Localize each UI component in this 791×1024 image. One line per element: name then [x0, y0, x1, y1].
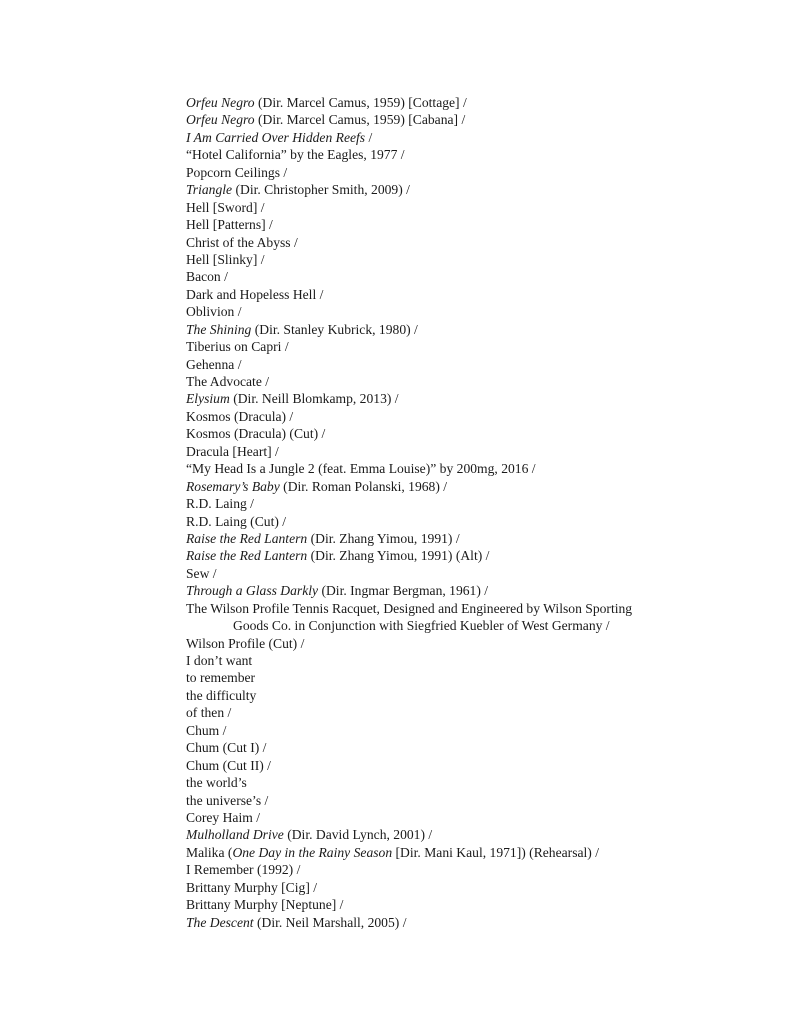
entry-text: (Dir. Christopher Smith, 2009) / — [232, 182, 410, 198]
list-item — [186, 844, 746, 861]
entry-text: Wilson Profile (Cut) / — [186, 635, 305, 651]
list-item — [186, 565, 746, 582]
entry-text: “My Head Is a Jungle 2 (feat. Emma Louise)” by 200mg, 2016 / — [186, 461, 536, 477]
entry-text: Hell [Sword] / — [186, 199, 265, 215]
list-item — [186, 635, 746, 652]
list-item — [186, 425, 746, 442]
entry-text: Corey Haim / — [186, 809, 260, 825]
entry-text: Tiberius on Capri / — [186, 339, 289, 355]
list-item — [186, 199, 746, 216]
italic-title: The Shining — [186, 321, 252, 337]
list-item — [186, 216, 746, 233]
entry-text: Malika ( — [186, 844, 233, 860]
list-item — [186, 513, 746, 530]
entry-text: Dracula [Heart] / — [186, 443, 279, 459]
list-item — [186, 914, 746, 931]
list-item — [186, 478, 746, 495]
entry-text: Oblivion / — [186, 304, 242, 320]
list-item — [186, 94, 746, 111]
entry-text: (Dir. Marcel Camus, 1959) [Cabana] / — [254, 112, 466, 128]
italic-title: Triangle — [186, 182, 233, 198]
list-item — [186, 809, 746, 826]
list-item — [186, 234, 746, 251]
italic-title: Mulholland Drive — [186, 827, 284, 843]
list-item — [186, 356, 746, 373]
entry-text: Chum (Cut II) / — [186, 757, 271, 773]
entry-text: Hell [Slinky] / — [186, 251, 265, 267]
entry-text: Kosmos (Dracula) / — [186, 408, 294, 424]
italic-title: I Am Carried Over Hidden Reefs — [186, 129, 366, 145]
italic-title: Raise the Red Lantern — [186, 530, 308, 546]
list-item — [186, 896, 746, 913]
entry-text: Christ of the Abyss / — [186, 234, 298, 250]
list-item — [186, 530, 746, 547]
list-item — [186, 739, 746, 756]
entry-text: (Dir. Roman Polanski, 1968) / — [279, 478, 448, 494]
list-item — [186, 181, 746, 198]
list-item — [186, 704, 746, 721]
list-item — [186, 443, 746, 460]
italic-title: The Descent — [186, 914, 254, 930]
list-item — [186, 286, 746, 303]
entry-list — [186, 94, 746, 931]
list-item — [186, 600, 746, 635]
entry-text: The Wilson Profile Tennis Racquet, Designed and Engineered by Wilson Sporting — [186, 600, 633, 616]
entry-text: (Dir. Marcel Camus, 1959) [Cottage] / — [254, 95, 467, 110]
italic-title: One Day in the Rainy Season — [232, 844, 393, 860]
entry-text: Hell [Patterns] / — [186, 217, 273, 233]
italic-title: Through a Glass Darkly — [186, 583, 319, 599]
entry-text: I don’t want — [186, 653, 253, 669]
entry-continuation: Goods Co. in Conjunction with Siegfried Kuebler of West Germany / — [233, 618, 610, 634]
list-item — [186, 774, 746, 791]
entry-text: Kosmos (Dracula) (Cut) / — [186, 426, 326, 442]
entry-text: the world’s — [186, 775, 247, 791]
entry-text: (Dir. Ingmar Bergman, 1961) / — [318, 583, 489, 599]
italic-title: Raise the Red Lantern — [186, 548, 308, 564]
entry-text: (Dir. Zhang Yimou, 1991) (Alt) / — [307, 548, 490, 564]
list-item — [186, 129, 746, 146]
list-item — [186, 460, 746, 477]
entry-text: Bacon / — [186, 269, 228, 285]
list-item — [186, 547, 746, 564]
list-item — [186, 582, 746, 599]
entry-text: of then / — [186, 705, 232, 721]
list-item — [186, 652, 746, 669]
entry-text: Sew / — [186, 565, 217, 581]
list-item — [186, 861, 746, 878]
list-item — [186, 669, 746, 686]
entry-text: (Dir. Stanley Kubrick, 1980) / — [251, 321, 418, 337]
entry-text: Brittany Murphy [Neptune] / — [186, 897, 344, 913]
italic-title: Elysium — [186, 391, 230, 407]
list-item — [186, 495, 746, 512]
entry-text: (Dir. Zhang Yimou, 1991) / — [307, 530, 460, 546]
entry-text: R.D. Laing (Cut) / — [186, 513, 287, 529]
entry-text: Popcorn Ceilings / — [186, 164, 288, 180]
entry-text: Brittany Murphy [Cig] / — [186, 879, 318, 895]
list-item — [186, 338, 746, 355]
entry-text: [Dir. Mani Kaul, 1971]) (Rehearsal) / — [392, 844, 599, 860]
italic-title: Orfeu Negro — [186, 112, 255, 128]
entry-text: / — [365, 129, 373, 145]
list-item — [186, 251, 746, 268]
entry-text: I Remember (1992) / — [186, 862, 301, 878]
italic-title: Rosemary’s Baby — [186, 478, 280, 494]
entry-text: (Dir. David Lynch, 2001) / — [283, 827, 433, 843]
list-item — [186, 826, 746, 843]
entry-text: (Dir. Neill Blomkamp, 2013) / — [229, 391, 399, 407]
italic-title: Orfeu Negro — [186, 95, 255, 110]
entry-text: The Advocate / — [186, 374, 270, 389]
list-item — [186, 268, 746, 285]
list-item — [186, 390, 746, 407]
entry-text: “Hotel California” by the Eagles, 1977 / — [186, 147, 405, 163]
entry-text: to remember — [186, 670, 256, 686]
list-item — [186, 321, 746, 338]
list-item — [186, 111, 746, 128]
entry-text: (Dir. Neil Marshall, 2005) / — [253, 914, 407, 930]
entry-text: the universe’s / — [186, 792, 269, 808]
list-item — [186, 146, 746, 163]
list-item — [186, 408, 746, 425]
entry-text: Gehenna / — [186, 356, 242, 372]
entry-text: Chum / — [186, 722, 227, 738]
list-item — [186, 164, 746, 181]
list-item — [186, 303, 746, 320]
entry-text: R.D. Laing / — [186, 496, 254, 512]
list-item — [186, 722, 746, 739]
list-item — [186, 879, 746, 896]
entry-text: Dark and Hopeless Hell / — [186, 286, 324, 302]
list-item — [186, 757, 746, 774]
entry-text: the difficulty — [186, 687, 257, 703]
list-item — [186, 687, 746, 704]
entry-text: Chum (Cut I) / — [186, 740, 267, 756]
list-item — [186, 373, 746, 390]
list-item — [186, 792, 746, 809]
